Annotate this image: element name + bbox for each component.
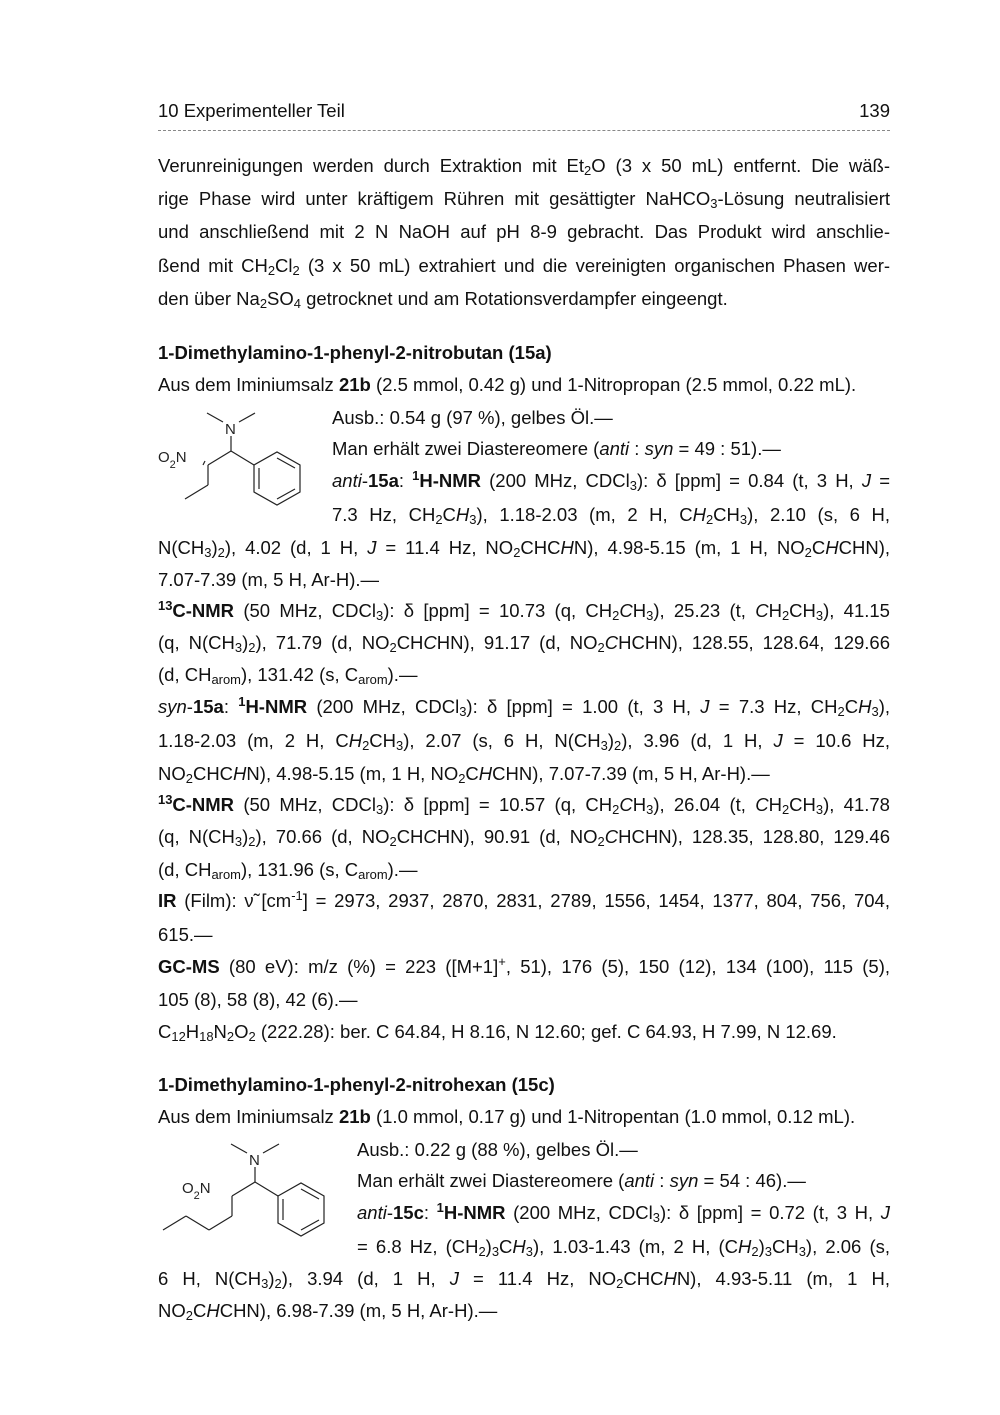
no2-label: $O_2N$ bbox=[158, 449, 187, 471]
text-line: 1.18-2.03 (m, 2 H, $CH_2CH_3$), 2.07 (s, 6 H, $N(CH_3)_2$), 3.96 (d, 1 H, J = 10.6 Hz, bbox=[158, 730, 891, 754]
text-line: 105 (8), 58 (8), 42 (6).— bbox=[158, 989, 358, 1010]
text-line: 7.3 Hz, $CH_2CH_3$), 1.18-2.03 (m, 2 H, $CH_2CH_3$), 2.10 (s, 6 H, bbox=[332, 504, 890, 528]
text-line: 7.07-7.39 (m, 5 H, Ar-H).— bbox=[158, 569, 380, 590]
n-label: N bbox=[225, 421, 236, 438]
compound-a-diastereomers: Man erhält zwei Diastereomere (anti : syn = 49 : 51).— bbox=[332, 438, 781, 459]
text-line: 615.— bbox=[158, 924, 213, 945]
text-line: $NO_2CHCHN$), 6.98-7.39 (m, 5 H, Ar-H).— bbox=[158, 1300, 498, 1324]
text-line: anti-15c: $^1$H-NMR (200 MHz, CDCl$_3$): δ [ppm] = 0.72 (t, 3 H, J bbox=[357, 1199, 891, 1226]
structure-15a bbox=[155, 405, 325, 520]
text-line: Verunreinigungen werden durch Extraktion mit $Et_2O$ (3 x 50 mL) entfernt. Die wäß- bbox=[158, 155, 890, 179]
text-line: $C_{12}H_{18}N_2O_2$ (222.28): ber. C 64.84, H 8.16, N 12.60; gef. C 64.93, H 7.99, N 12.69. bbox=[158, 1021, 837, 1045]
text-line: (d, $CH_{arom}$), 131.42 (s, $C_{arom}).—$ bbox=[158, 664, 418, 688]
compound-a-yield: Ausb.: 0.54 g (97 %), gelbes Öl.— bbox=[332, 407, 613, 428]
compound-c-yield: Ausb.: 0.22 g (88 %), gelbes Öl.— bbox=[357, 1139, 638, 1160]
text-line: (d, $CH_{arom}$), 131.96 (s, $C_{arom}).—$ bbox=[158, 859, 418, 883]
text-line: $NO_2CHCHN$), 4.98-5.15 (m, 1 H, $NO_2CHCHN$), 7.07-7.39 (m, 5 H, Ar-H).— bbox=[158, 763, 770, 787]
text-line: (q, $N(CH_3)_2$), 71.79 (d, $NO_2CHCHN$), 91.17 (d, $NO_2CHCHN$), 128.55, 128.64, 129.66 bbox=[158, 632, 890, 656]
text-line: $N(CH_3)_2$), 4.02 (d, 1 H, J = 11.4 Hz, $NO_2CHCHN$), 4.98-5.15 (m, 1 H, $NO_2CHCHN$), bbox=[158, 537, 890, 561]
text-line: (q, $N(CH_3)_2$), 70.66 (d, $NO_2CHCHN$), 90.91 (d, $NO_2CHCHN$), 128.35, 128.80, 129.46 bbox=[158, 826, 890, 850]
text-line: den über $Na_2SO_4$ getrocknet und am Rotationsverdampfer eingeengt. bbox=[158, 288, 728, 312]
page-number: 139 bbox=[859, 100, 890, 121]
no2-label: $O_2N$ bbox=[182, 1180, 211, 1202]
text-line: anti-15a: $^1$H-NMR (200 MHz, CDCl$_3$): δ [ppm] = 0.84 (t, 3 H, J = bbox=[332, 467, 891, 494]
text-line: = 6.8 Hz, $(CH_2)_3CH_3$), 1.03-1.43 (m, 2 H, $(CH_2)_3CH_3$), 2.06 (s, bbox=[357, 1236, 890, 1260]
text-line: und anschließend mit 2 N NaOH auf pH 8-9 gebracht. Das Produkt wird anschlie- bbox=[158, 221, 890, 242]
compound-c-diastereomers: Man erhält zwei Diastereomere (anti : syn = 54 : 46).— bbox=[357, 1170, 806, 1191]
text-line: syn-15a: $^1$H-NMR (200 MHz, CDCl$_3$): δ [ppm] = 1.00 (t, 3 H, J = 7.3 Hz, $CH_2CH_3$), bbox=[158, 693, 890, 720]
compound-c-title: 1-Dimethylamino-1-phenyl-2-nitrohexan (15c) bbox=[158, 1074, 555, 1095]
text-line: rige Phase wird unter kräftigem Rühren mit gesättigter NaHCO$_3$-Lösung neutralisiert bbox=[158, 188, 890, 212]
text-line: $^{13}$C-NMR (50 MHz, CDCl$_3$): δ [ppm] = 10.57 (q, $CH_2CH_3$), 26.04 (t, $CH_2CH_3$), 41.78 bbox=[158, 791, 890, 818]
page-header bbox=[158, 100, 890, 131]
compound-c-prep: Aus dem Iminiumsalz 21b (1.0 mmol, 0.17 g) und 1-Nitropentan (1.0 mmol, 0.12 mL). bbox=[158, 1106, 856, 1127]
text-line: $^{13}$C-NMR (50 MHz, CDCl$_3$): δ [ppm] = 10.73 (q, $CH_2CH_3$), 25.23 (t, $CH_2CH_3$), 41.15 bbox=[158, 597, 890, 624]
chapter-title: 10 Experimenteller Teil bbox=[158, 100, 345, 121]
compound-a-prep: Aus dem Iminiumsalz 21b (2.5 mmol, 0.42 g) und 1-Nitropropan (2.5 mmol, 0.22 mL). bbox=[158, 374, 857, 395]
n-label: N bbox=[249, 1152, 260, 1169]
text-line: IR (Film): ν̃ $[cm^{-1}] = 2973$, 2937, 2870, 2831, 2789, 1556, 1454, 1377, 804, 756, 704, bbox=[158, 887, 890, 911]
text-line: ßend mit $CH_2Cl_2$ (3 x 50 mL) extrahiert und die vereinigten organischen Phasen wer- bbox=[158, 255, 891, 279]
structure-15c bbox=[155, 1135, 355, 1250]
text-line: GC-MS (80 eV): m/z (%) = 223 ([M+1]+, 51), 176 (5), 150 (12), 134 (100), 115 (5), bbox=[158, 953, 890, 977]
compound-a-title: 1-Dimethylamino-1-phenyl-2-nitrobutan (15a) bbox=[158, 342, 552, 363]
text-line: 6 H, $N(CH_3)_2$), 3.94 (d, 1 H, J = 11.4 Hz, $NO_2CHCHN$), 4.93-5.11 (m, 1 H, bbox=[158, 1268, 891, 1292]
